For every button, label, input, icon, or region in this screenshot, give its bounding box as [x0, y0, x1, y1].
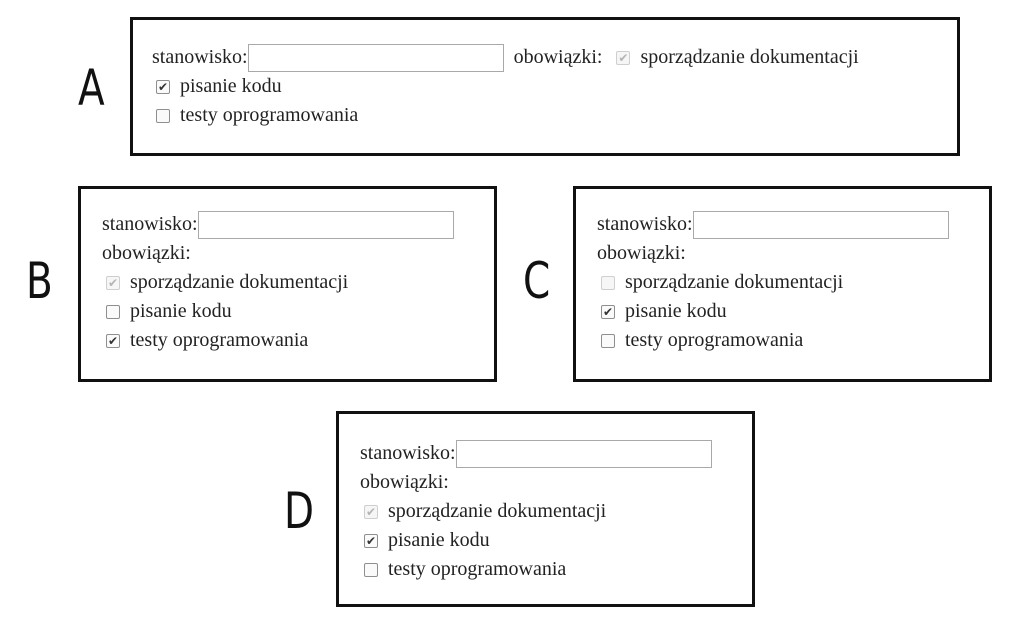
form-c	[597, 210, 949, 355]
option-row	[152, 101, 859, 130]
form-panel-a	[130, 17, 960, 156]
duties-label: obowiązki:	[102, 242, 191, 264]
testing-checkbox[interactable]	[601, 334, 615, 348]
form-panel-c	[573, 186, 992, 382]
position-input[interactable]	[198, 211, 454, 239]
duties-label: obowiązki:	[513, 46, 603, 68]
form-d	[360, 439, 712, 584]
documentation-checkbox[interactable]	[364, 505, 378, 519]
position-row	[102, 210, 454, 239]
check-icon: ✔	[618, 50, 629, 65]
coding-label: pisanie kodu	[388, 529, 490, 551]
option-row	[102, 326, 454, 355]
check-icon: ✔	[107, 275, 119, 290]
position-label: stanowisko:	[360, 442, 456, 464]
duties-row	[597, 239, 949, 268]
coding-label: pisanie kodu	[180, 75, 282, 97]
form-b	[102, 210, 454, 355]
option-row	[597, 326, 949, 355]
check-icon: ✔	[365, 504, 377, 519]
position-label: stanowisko:	[152, 46, 248, 68]
option-row	[360, 555, 712, 584]
position-input[interactable]	[693, 211, 949, 239]
position-label: stanowisko:	[102, 213, 198, 235]
documentation-checkbox[interactable]	[106, 276, 120, 290]
option-row	[597, 297, 949, 326]
duties-label: obowiązki:	[360, 471, 449, 493]
option-letter-a: A	[78, 59, 105, 117]
coding-checkbox[interactable]	[106, 305, 120, 319]
option-row	[360, 526, 712, 555]
coding-label: pisanie kodu	[625, 300, 727, 322]
form-panel-d	[336, 411, 755, 607]
testing-checkbox[interactable]	[156, 109, 170, 123]
testing-label: testy oprogramowania	[388, 558, 567, 580]
testing-checkbox[interactable]	[106, 334, 120, 348]
testing-label: testy oprogramowania	[625, 329, 804, 351]
coding-label: pisanie kodu	[130, 300, 232, 322]
documentation-checkbox[interactable]	[601, 276, 615, 290]
documentation-checkbox[interactable]	[616, 51, 630, 65]
option-letter-c: C	[523, 252, 551, 310]
option-row	[597, 268, 949, 297]
option-row	[360, 497, 712, 526]
coding-checkbox[interactable]	[601, 305, 615, 319]
check-icon: ✔	[157, 79, 169, 94]
duties-label: obowiązki:	[597, 242, 686, 264]
coding-checkbox[interactable]	[156, 80, 170, 94]
option-letter-d: D	[284, 482, 315, 540]
duties-row	[102, 239, 454, 268]
option-letter-b: B	[26, 252, 53, 310]
position-row	[152, 43, 859, 72]
position-input[interactable]	[456, 440, 712, 468]
position-row	[360, 439, 712, 468]
testing-label: testy oprogramowania	[180, 104, 359, 126]
testing-checkbox[interactable]	[364, 563, 378, 577]
coding-checkbox[interactable]	[364, 534, 378, 548]
option-row	[152, 72, 859, 101]
check-icon: ✔	[107, 333, 119, 348]
documentation-label: sporządzanie dokumentacji	[130, 271, 349, 293]
form-a	[152, 43, 859, 130]
position-input[interactable]	[248, 44, 504, 72]
option-row	[102, 268, 454, 297]
duties-row	[360, 468, 712, 497]
form-panel-b	[78, 186, 497, 382]
documentation-label: sporządzanie dokumentacji	[388, 500, 607, 522]
testing-label: testy oprogramowania	[130, 329, 309, 351]
check-icon: ✔	[602, 304, 614, 319]
option-row	[102, 297, 454, 326]
position-label: stanowisko:	[597, 213, 693, 235]
position-row	[597, 210, 949, 239]
documentation-label: sporządzanie dokumentacji	[640, 46, 859, 68]
check-icon: ✔	[365, 533, 377, 548]
documentation-label: sporządzanie dokumentacji	[625, 271, 844, 293]
